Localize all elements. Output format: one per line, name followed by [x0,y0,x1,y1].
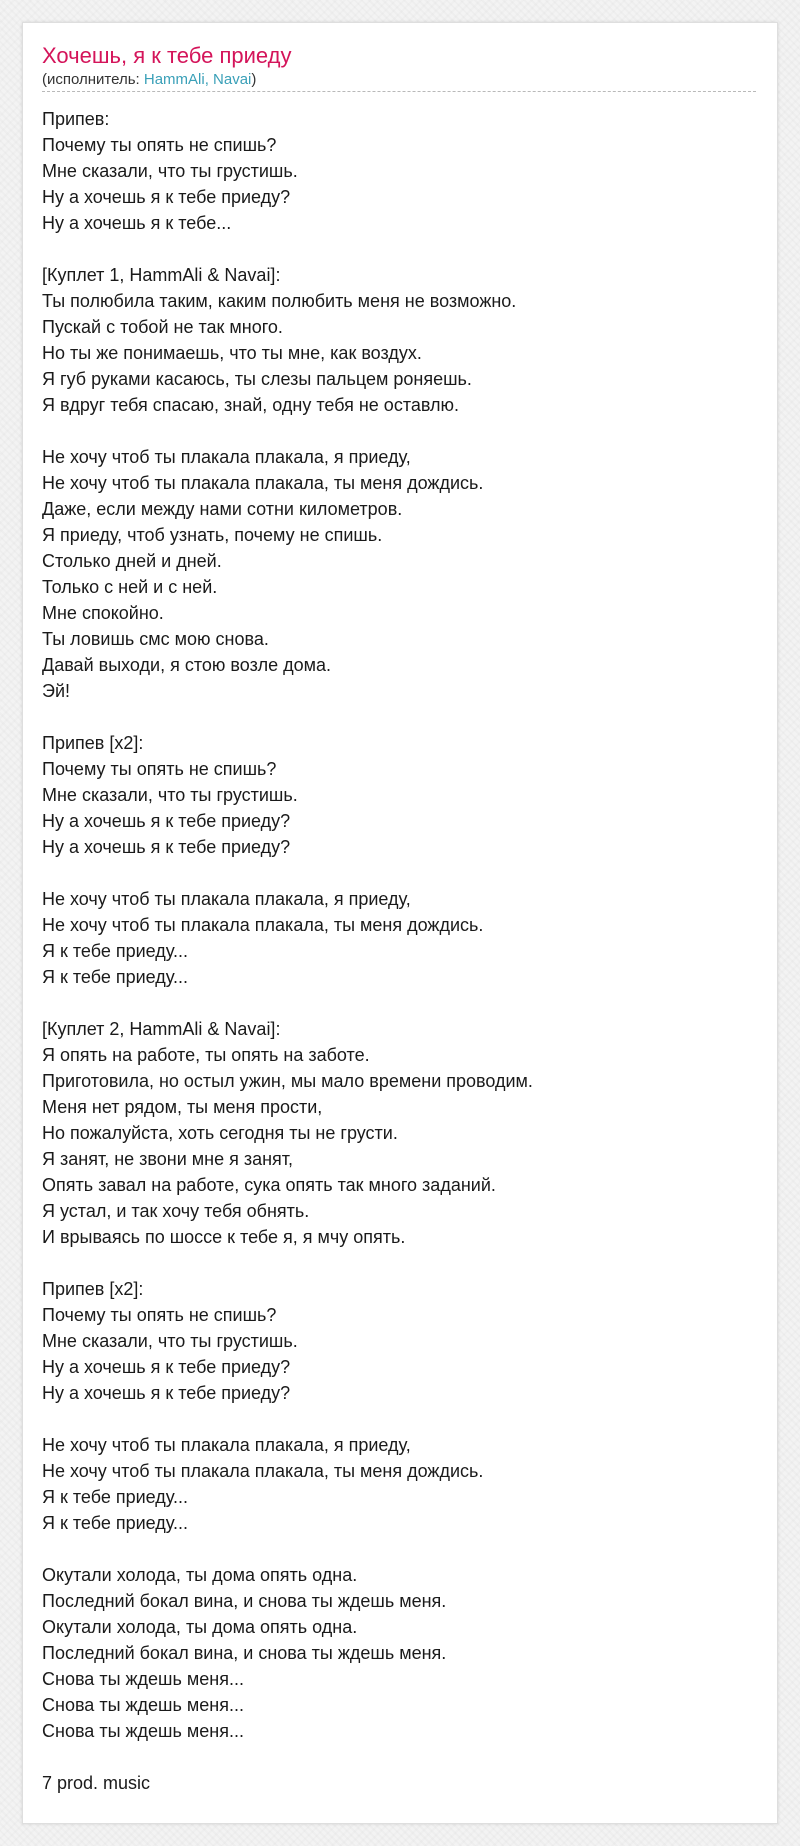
lyric-line [42,990,756,1016]
lyric-line: Давай выходи, я стою возле дома. [42,655,332,675]
lyric-line: Припев [x2]: [42,733,144,753]
lyric-line: Столько дней и дней. [42,551,222,571]
lyric-line: Ну а хочешь я к тебе приеду? [42,811,291,831]
lyric-line: Не хочу чтоб ты плакала плакала, я приеду, [42,1435,411,1455]
lyric-line: Снова ты ждешь меня... [42,1669,244,1689]
lyric-line: Почему ты опять не спишь? [42,135,277,155]
lyric-line: Я занят, не звони мне я занят, [42,1149,294,1169]
lyric-line: Опять завал на работе, сука опять так много заданий. [42,1175,496,1195]
lyric-line: Окутали холода, ты дома опять одна. [42,1565,358,1585]
lyric-line: Мне сказали, что ты грустишь. [42,785,298,805]
lyric-line: Мне спокойно. [42,603,164,623]
lyric-line: Но пожалуйста, хоть сегодня ты не грусти. [42,1123,398,1143]
lyric-line: Эй! [42,681,70,701]
lyric-line: Ну а хочешь я к тебе приеду? [42,1383,291,1403]
lyric-line: Не хочу чтоб ты плакала плакала, я приеду, [42,889,411,909]
lyric-line: Даже, если между нами сотни километров. [42,499,403,519]
lyrics-card [22,22,778,1824]
lyric-line: Последний бокал вина, и снова ты ждешь меня. [42,1591,447,1611]
lyric-line: Припев: [42,109,110,129]
performer-prefix: (исполнитель: [42,71,144,88]
lyric-line: Ты полюбила таким, каким полюбить меня не возможно. [42,291,517,311]
lyric-line: Приготовила, но остыл ужин, мы мало времени проводим. [42,1071,533,1091]
lyric-line: Почему ты опять не спишь? [42,1305,277,1325]
lyric-line [42,704,756,730]
lyric-line [42,1250,756,1276]
lyric-line: 7 prod. music [42,1773,151,1793]
lyric-line: Пускай с тобой не так много. [42,317,283,337]
lyric-line: Снова ты ждешь меня... [42,1695,244,1715]
lyric-line: Я к тебе приеду... [42,967,188,987]
lyric-line [42,860,756,886]
lyric-line: Но ты же понимаешь, что ты мне, как воздух. [42,343,422,363]
lyric-line: Не хочу чтоб ты плакала плакала, ты меня дождись. [42,915,484,935]
lyric-line [42,418,756,444]
lyric-line: Мне сказали, что ты грустишь. [42,161,298,181]
lyric-line: Почему ты опять не спишь? [42,759,277,779]
lyric-line [42,1406,756,1432]
lyric-line: Я к тебе приеду... [42,941,188,961]
lyric-line [42,236,756,262]
lyric-line: Я устал, и так хочу тебя обнять. [42,1201,310,1221]
performer-line [42,71,756,89]
lyric-line: Не хочу чтоб ты плакала плакала, я приеду, [42,447,411,467]
lyric-line: Снова ты ждешь меня... [42,1721,244,1741]
lyric-line: [Куплет 1, HammAli & Navai]: [42,265,281,285]
lyric-line: Припев [x2]: [42,1279,144,1299]
lyric-line: [Куплет 2, HammAli & Navai]: [42,1019,281,1039]
lyric-line: Не хочу чтоб ты плакала плакала, ты меня дождись. [42,473,484,493]
lyric-line: Я к тебе приеду... [42,1513,188,1533]
lyric-line [42,1744,756,1770]
lyrics-text [42,106,756,1796]
lyric-line: Я вдруг тебя спасаю, знай, одну тебя не оставлю. [42,395,460,415]
lyric-line: Ты ловишь смс мою снова. [42,629,269,649]
lyric-line: Я к тебе приеду... [42,1487,188,1507]
song-header [42,43,756,92]
lyric-line: Не хочу чтоб ты плакала плакала, ты меня дождись. [42,1461,484,1481]
lyric-line: И врываясь по шоссе к тебе я, я мчу опять. [42,1227,406,1247]
lyric-line: Я опять на работе, ты опять на заботе. [42,1045,370,1065]
song-title: Хочешь, я к тебе приеду [42,43,292,68]
lyric-line: Последний бокал вина, и снова ты ждешь меня. [42,1643,447,1663]
lyric-line: Я приеду, чтоб узнать, почему не спишь. [42,525,383,545]
lyric-line: Только с ней и с ней. [42,577,218,597]
artist-link[interactable]: HammAli, Navai [143,71,252,88]
lyric-line: Ну а хочешь я к тебе приеду? [42,1357,291,1377]
lyric-line: Окутали холода, ты дома опять одна. [42,1617,358,1637]
lyric-line [42,1536,756,1562]
lyric-line: Я губ руками касаюсь, ты слезы пальцем роняешь. [42,369,472,389]
lyric-line: Ну а хочешь я к тебе приеду? [42,187,291,207]
lyric-line: Ну а хочешь я к тебе... [42,213,232,233]
lyric-line: Мне сказали, что ты грустишь. [42,1331,298,1351]
lyric-line: Ну а хочешь я к тебе приеду? [42,837,291,857]
performer-suffix: ) [251,71,257,88]
lyric-line: Меня нет рядом, ты меня прости, [42,1097,323,1117]
